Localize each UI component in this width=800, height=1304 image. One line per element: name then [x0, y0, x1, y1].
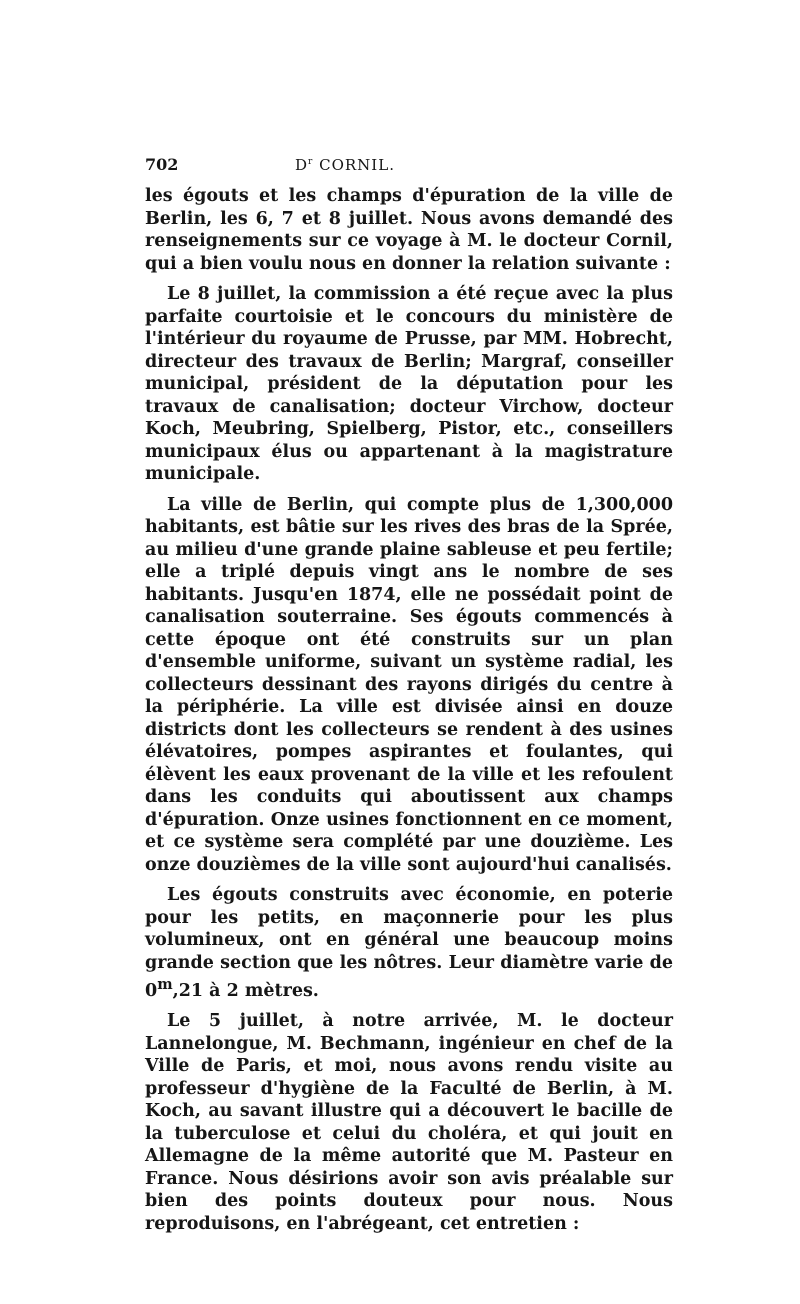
paragraph-3: La ville de Berlin, qui compte plus de 1,300,000 habitants, est bâtie sur les rives des bras de la Sprée, au milieu d'une grande plaine sableuse et peu fertile; elle a triplé depuis vingt ans le nombre de ses habitants. Jusqu'en 1874, elle ne possédait point de canalisation souterraine. Ses égouts commencés à cette époque ont été construits sur un plan d'ensemble uniforme, suivant un système radial, les collecteurs dessinant des rayons dirigés du centre à la périphérie. La ville est divisée ainsi en douze districts dont les collecteurs se rendent à des usines élévatoires, pompes aspirantes et foulantes, qui élèvent les eaux provenant de la ville et les refoulent dans les conduits qui aboutissent aux champs d'épuration. Onze usines fonctionnent en ce moment, et ce système sera complété par une douzième. Les onze douzièmes de la ville sont aujourd'hui canalisés. — [145, 494, 673, 875]
page-header — [145, 155, 673, 185]
running-head-name: CORNIL. — [313, 156, 395, 174]
running-head-prefix: D — [295, 156, 309, 174]
paragraph-1: les égouts et les champs d'épuration de la ville de Berlin, les 6, 7 et 8 juillet. Nous avons demandé des renseignements sur ce voyage à M. le docteur Cornil, qui a bien voulu nous en donner la relation suivante : — [145, 186, 673, 274]
paragraph-4-sup: m — [157, 976, 173, 993]
running-head-sup: r — [308, 157, 314, 167]
book-page — [145, 155, 673, 1243]
paragraph-4 — [145, 884, 673, 1002]
paragraph-5: Le 5 juillet, à notre arrivée, M. le docteur Lannelongue, M. Bechmann, ingénieur en chef de la Ville de Paris, et moi, nous avons rendu visite au professeur d'hygiène de la Faculté de Berlin, à M. Koch, au savant illustre qui a découvert le bacille de la tuberculose et celui du choléra, et qui jouit en Allemagne de la même autorité que M. Pasteur en France. Nous désirions avoir son avis préalable sur bien des points douteux pour nous. Nous reproduisons, en l'abrégeant, cet entretien : — [145, 1011, 673, 1234]
paragraph-2: Le 8 juillet, la commission a été reçue avec la plus parfaite courtoisie et le concours du ministère de l'intérieur du royaume de Prusse, par MM. Hobrecht, directeur des travaux de Berlin; Margraf, conseiller municipal, président de la députation pour les travaux de canalisation; docteur Virchow, docteur Koch, Meubring, Spielberg, Pistor, etc., conseillers municipaux élus ou appartenant à la magistrature municipale. — [145, 284, 673, 484]
page-number: 702 — [145, 155, 179, 174]
paragraph-4-text: Les égouts construits avec économie, en poterie pour les petits, en maçonnerie pour les plus volumineux, ont en général une beaucoup moins grande section que les nôtres. Leur diamètre varie de 0 — [145, 885, 673, 1001]
running-head — [295, 156, 395, 174]
paragraph-4-tail: ,21 à 2 mètres. — [172, 980, 319, 1001]
